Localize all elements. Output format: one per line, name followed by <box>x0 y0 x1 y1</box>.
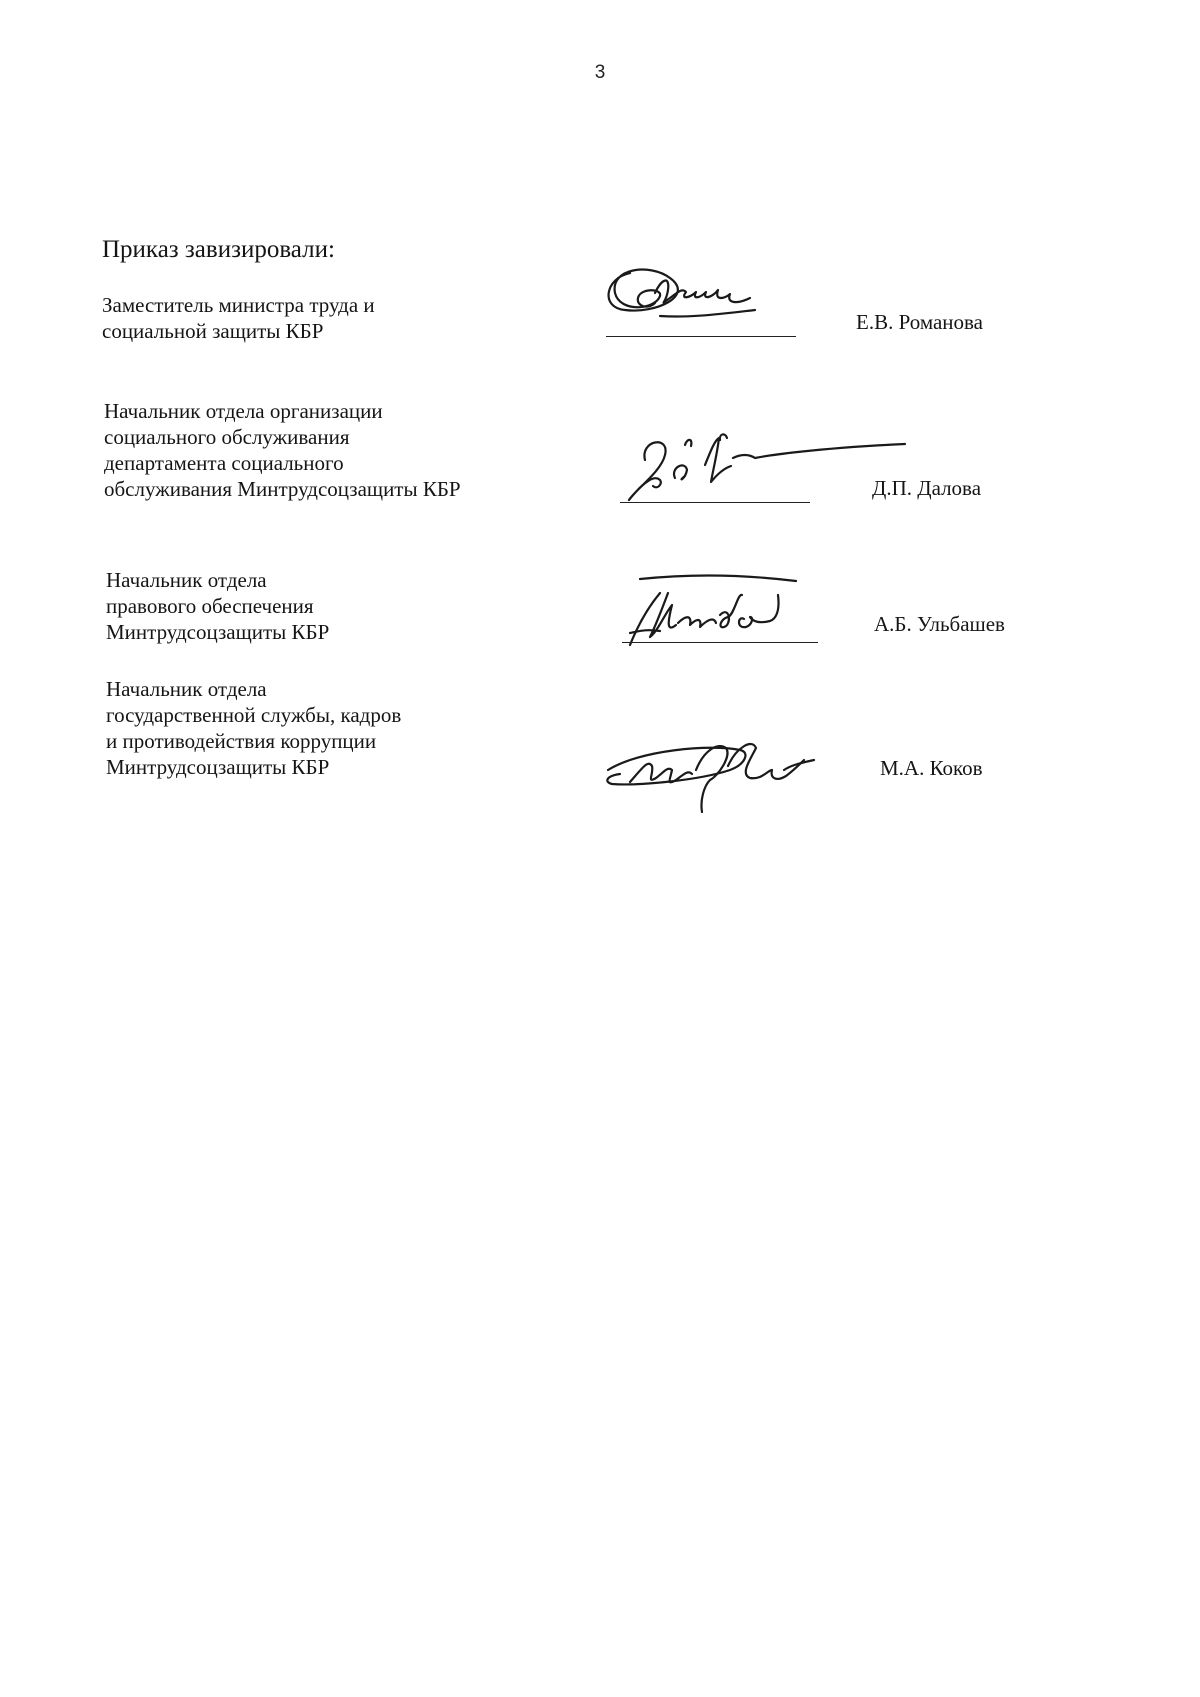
position-line: Минтрудсоцзащиты КБР <box>106 620 330 644</box>
position-line: социального обслуживания <box>104 425 350 449</box>
position-line: и противодействия коррупции <box>106 729 377 753</box>
position-line: департамента социального <box>104 451 344 475</box>
signer-position-2 <box>104 398 461 502</box>
signer-name-2: Д.П. Далова <box>872 476 982 500</box>
position-line: Начальник отдела организации <box>104 399 383 423</box>
signer-position-1 <box>102 292 375 344</box>
page-number: 3 <box>594 62 606 83</box>
signer-name-3: А.Б. Ульбашев <box>874 612 1005 636</box>
signer-position-3 <box>106 567 329 645</box>
approval-heading: Приказ завизировали: <box>102 236 335 263</box>
signature-line-2 <box>620 502 810 503</box>
signature-dalova <box>615 420 915 510</box>
position-line: Заместитель министра труда и <box>102 293 375 317</box>
position-line: государственной службы, кадров <box>106 703 402 727</box>
signature-line-1 <box>606 336 796 337</box>
signature-line-3 <box>622 642 818 643</box>
position-line: обслуживания Минтрудсоцзащиты КБР <box>104 477 461 501</box>
signer-name-4: М.А. Коков <box>880 756 983 780</box>
signature-kokov <box>600 730 840 820</box>
position-line: правового обеспечения <box>106 594 314 618</box>
position-line: социальной защиты КБР <box>102 319 324 343</box>
signer-position-4 <box>106 676 401 780</box>
signer-name-1: Е.В. Романова <box>856 310 984 334</box>
position-line: Начальник отдела <box>106 568 267 592</box>
signature-romanova <box>600 248 780 338</box>
signature-ulbashev <box>620 575 820 655</box>
position-line: Начальник отдела <box>106 677 267 701</box>
position-line: Минтрудсоцзащиты КБР <box>106 755 330 779</box>
